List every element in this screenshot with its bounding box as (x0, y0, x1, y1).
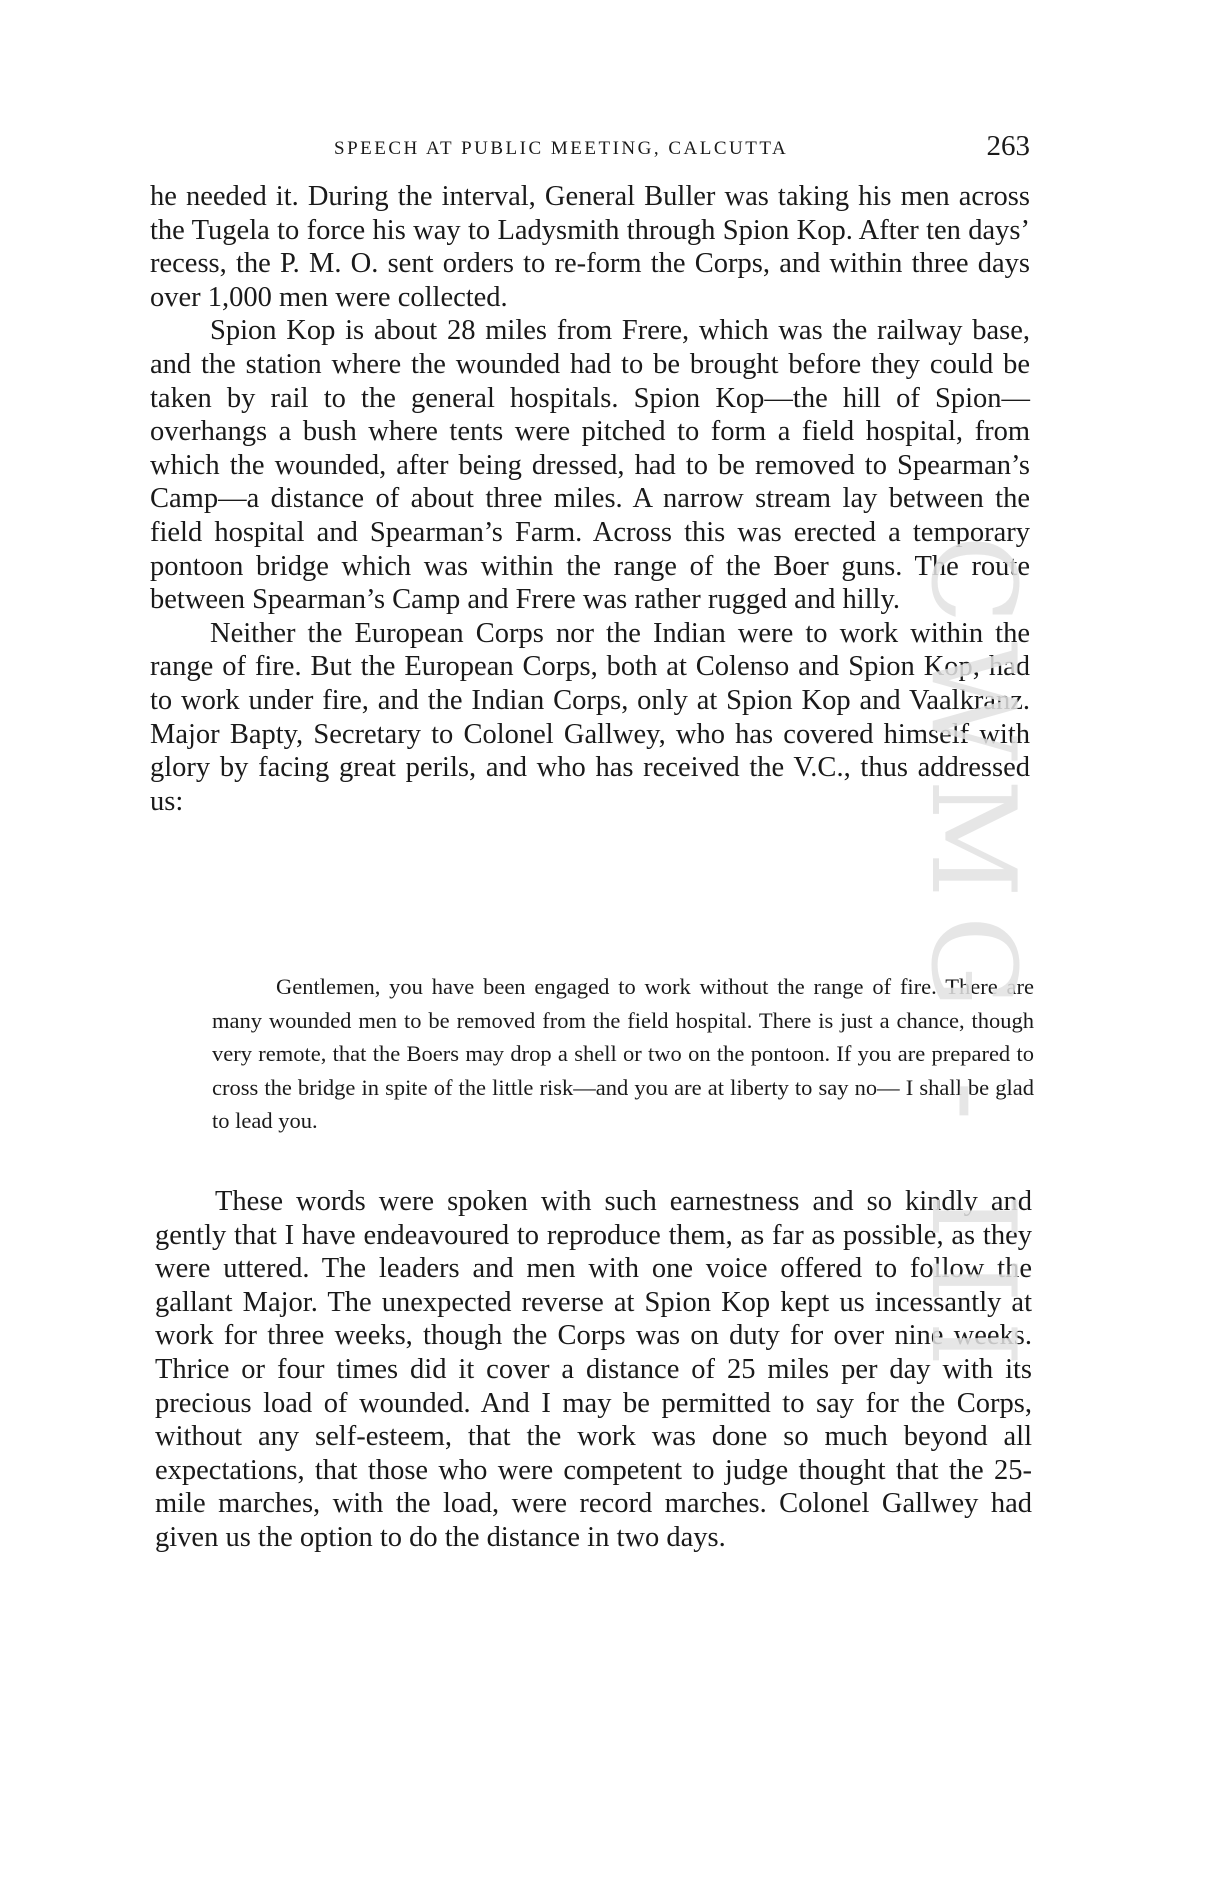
quote-text: Gentlemen, you have been engaged to work without the range of fire. There are many wounded men to be removed from the field hospital. There is just a chance, though very remote, that the Boers may drop a shell or two on the pontoon. If you are prepared to cross the bridge in spite of the little risk—and you are at liberty to say no— I shall be glad to lead you. (212, 974, 1034, 1133)
paragraph-3: Neither the European Corps nor the Indian were to work within the range of fire. But the European Corps, both at Colenso and Spion Kop, had to work under fire, and the Indian Corps, only at Spion Kop and Vaalkranz. Major Bapty, Secretary to Colonel Gallwey, who has covered himself with glory by facing great perils, and who has received the V.C., thus addressed us: (150, 617, 1030, 817)
paragraph-1: he needed it. During the interval, General Buller was taking his men across the Tugela to force his way to Ladysmith through Spion Kop. After ten days’ recess, the P. M. O. sent orders to re-form the Corps, and within three days over 1,000 men were collected. (150, 181, 1030, 313)
main-text (150, 180, 1030, 818)
paragraph-4: These words were spoken with such earnestness and so kindly and gently that I have endeavoured to reproduce them, as far as possible, as they were uttered. The leaders and men with one voice offered to follow the gallant Major. The unexpected reverse at Spion Kop kept us incessantly at work for three weeks, though the Corps was on duty for over nine weeks. Thrice or four times did it cover a distance of 25 miles per day with its precious load of wounded. And I may be permitted to say for the Corps, without any self-esteem, that the work was done so much beyond all expectations, that those who were competent to judge thought that the 25-mile marches, with the load, were record marches. Colonel Gallwey had given us the option to do the distance in two days. (155, 1186, 1032, 1553)
page-number: 263 (986, 130, 1030, 162)
watermark: CWMG - III (905, 535, 1040, 1385)
paragraph-2: Spion Kop is about 28 miles from Frere, which was the railway base, and the station where the wounded had to be brought before they could be taken by rail to the general hospitals. Spion Kop—the hill of Spion—overhangs a bush where tents were pitched to form a field hospital, from which the wounded, after being dressed, had to be removed to Spearman’s Camp—a distance of about three miles. A narrow stream lay between the field hospital and Spearman’s Farm. Across this was erected a temporary pontoon bridge which was within the range of the Boer guns. The route between Spearman’s Camp and Frere was rather rugged and hilly. (150, 315, 1030, 616)
page-header (152, 130, 1030, 170)
running-head: SPEECH AT PUBLIC MEETING, CALCUTTA (334, 138, 789, 159)
main-text-continued (155, 1185, 1032, 1555)
